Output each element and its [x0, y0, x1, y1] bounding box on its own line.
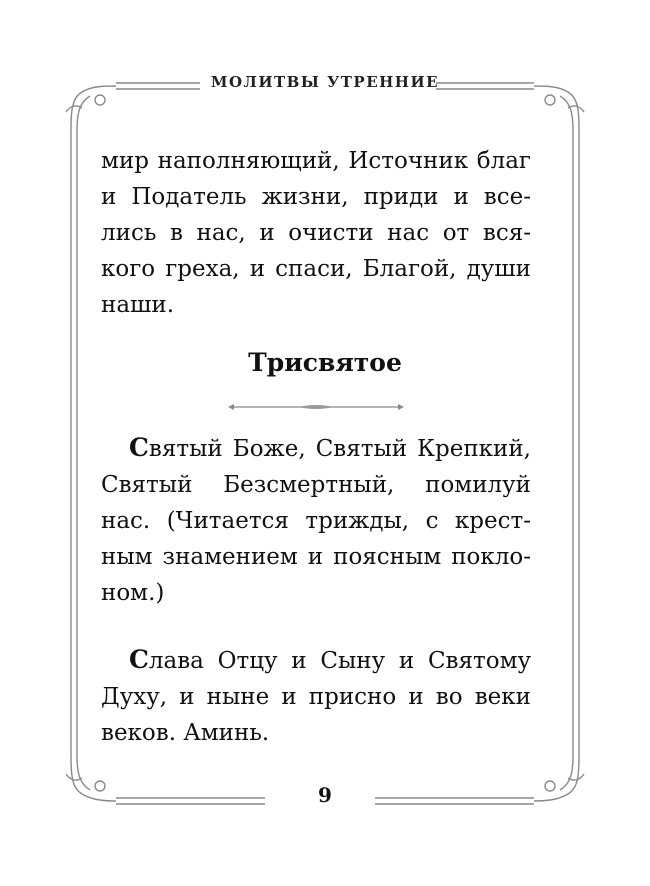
text-line: мир наполняющий, Источник благ — [101, 148, 531, 174]
paragraph-glory — [101, 642, 531, 751]
text-line: ном.) — [101, 580, 165, 606]
text-line: нас. (Читается трижды, с крест- — [101, 508, 531, 534]
text-line — [101, 642, 531, 679]
text-line: кого греха, и спаси, Благой, души — [101, 256, 531, 282]
section-title: Трисвятое — [248, 348, 402, 377]
text-line: лись в нас, и очисти нас от вся- — [101, 220, 531, 246]
text-line — [101, 430, 531, 467]
text-line: ным знамением и поясным покло- — [101, 544, 531, 570]
drop-initial: С — [129, 645, 149, 674]
paragraph-continuation — [101, 143, 531, 323]
running-head: МОЛИТВЫ УТРЕННИЕ — [210, 73, 440, 91]
text-line: веков. Аминь. — [101, 720, 270, 746]
paragraph-trisagion — [101, 430, 531, 611]
text-line-rest: вятый Боже, Святый Крепкий, — [148, 436, 531, 462]
text-line-rest: лава Отцу и Сыну и Святому — [148, 648, 531, 674]
text-line: наши. — [101, 292, 175, 318]
drop-initial: С — [129, 433, 149, 462]
text-line: Духу, и ныне и присно и во веки — [101, 684, 531, 710]
title-divider-ornament — [228, 400, 404, 414]
text-line: и Податель жизни, приди и все- — [101, 184, 531, 210]
text-line: Святый Безсмертный, помилуй — [101, 472, 531, 498]
page-number: 9 — [318, 783, 332, 807]
